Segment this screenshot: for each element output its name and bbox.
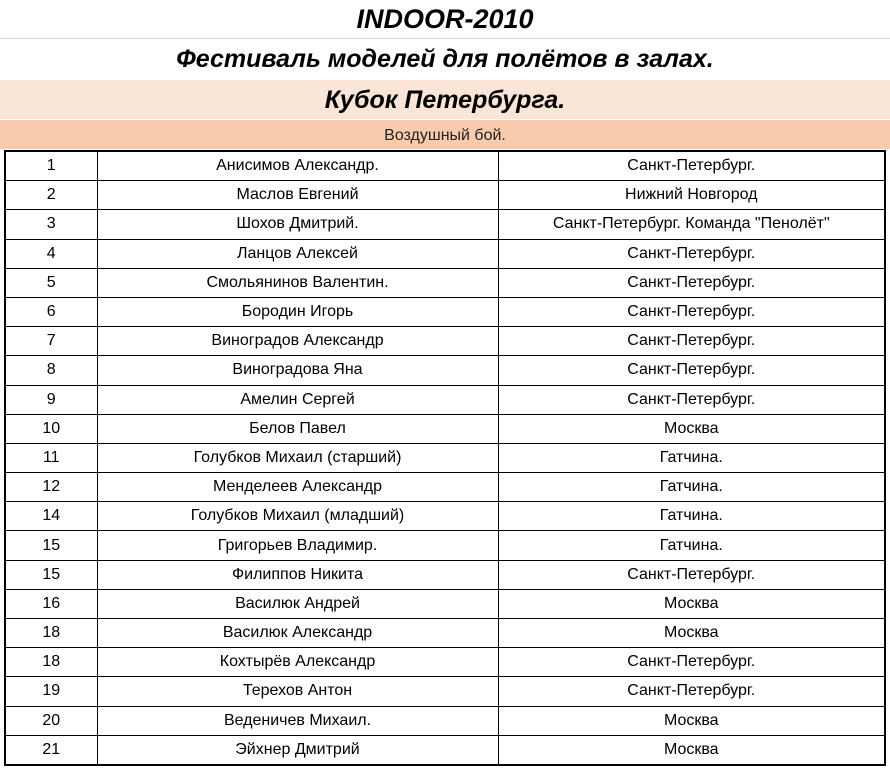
table-row xyxy=(5,151,885,181)
place-cell: 20 xyxy=(5,706,97,735)
name-cell: Шохов Дмитрий. xyxy=(97,210,498,239)
table-row xyxy=(5,210,885,239)
place-cell: 15 xyxy=(5,560,97,589)
place-cell: 6 xyxy=(5,297,97,326)
name-cell: Кохтырёв Александр xyxy=(97,648,498,677)
table-row xyxy=(5,414,885,443)
table-row xyxy=(5,473,885,502)
table-row xyxy=(5,327,885,356)
city-cell: Москва xyxy=(498,619,885,648)
name-cell: Белов Павел xyxy=(97,414,498,443)
city-cell: Гатчина. xyxy=(498,443,885,472)
table-row xyxy=(5,181,885,210)
city-cell: Москва xyxy=(498,589,885,618)
city-cell: Санкт-Петербург. xyxy=(498,648,885,677)
table-row xyxy=(5,385,885,414)
place-cell: 18 xyxy=(5,619,97,648)
place-cell: 16 xyxy=(5,589,97,618)
place-cell: 19 xyxy=(5,677,97,706)
name-cell: Василюк Андрей xyxy=(97,589,498,618)
name-cell: Эйхнер Дмитрий xyxy=(97,735,498,765)
city-cell: Гатчина. xyxy=(498,531,885,560)
name-cell: Веденичев Михаил. xyxy=(97,706,498,735)
city-cell: Санкт-Петербург. Команда "Пенолёт" xyxy=(498,210,885,239)
table-row xyxy=(5,619,885,648)
table-row xyxy=(5,502,885,531)
cup-title: Кубок Петербурга. xyxy=(0,80,890,119)
table-row xyxy=(5,706,885,735)
table-row xyxy=(5,735,885,765)
place-cell: 10 xyxy=(5,414,97,443)
table-row xyxy=(5,648,885,677)
festival-subtitle: Фестиваль моделей для полётов в залах. xyxy=(176,45,714,73)
document-title: INDOOR-2010 xyxy=(0,0,890,39)
name-cell: Голубков Михаил (старший) xyxy=(97,443,498,472)
place-cell: 8 xyxy=(5,356,97,385)
name-cell: Терехов Антон xyxy=(97,677,498,706)
city-cell: Москва xyxy=(498,414,885,443)
name-cell: Григорьев Владимир. xyxy=(97,531,498,560)
table-row xyxy=(5,268,885,297)
name-cell: Амелин Сергей xyxy=(97,385,498,414)
city-cell: Санкт-Петербург. xyxy=(498,385,885,414)
place-cell: 9 xyxy=(5,385,97,414)
city-cell: Санкт-Петербург. xyxy=(498,356,885,385)
city-cell: Санкт-Петербург. xyxy=(498,560,885,589)
table-row xyxy=(5,589,885,618)
table-row xyxy=(5,443,885,472)
name-cell: Смольянинов Валентин. xyxy=(97,268,498,297)
place-cell: 2 xyxy=(5,181,97,210)
name-cell: Маслов Евгений xyxy=(97,181,498,210)
name-cell: Голубков Михаил (младший) xyxy=(97,502,498,531)
name-cell: Анисимов Александр. xyxy=(97,151,498,181)
name-cell: Виноградова Яна xyxy=(97,356,498,385)
place-cell: 7 xyxy=(5,327,97,356)
name-cell: Филиппов Никита xyxy=(97,560,498,589)
place-cell: 15 xyxy=(5,531,97,560)
table-row xyxy=(5,531,885,560)
place-cell: 1 xyxy=(5,151,97,181)
city-cell: Санкт-Петербург. xyxy=(498,151,885,181)
city-cell: Санкт-Петербург. xyxy=(498,677,885,706)
city-cell: Москва xyxy=(498,706,885,735)
city-cell: Гатчина. xyxy=(498,502,885,531)
city-cell: Санкт-Петербург. xyxy=(498,268,885,297)
city-cell: Санкт-Петербург. xyxy=(498,327,885,356)
city-cell: Санкт-Петербург. xyxy=(498,297,885,326)
name-cell: Менделеев Александр xyxy=(97,473,498,502)
results-table xyxy=(4,150,886,766)
place-cell: 12 xyxy=(5,473,97,502)
city-cell: Гатчина. xyxy=(498,473,885,502)
table-row xyxy=(5,239,885,268)
table-row xyxy=(5,297,885,326)
table-row xyxy=(5,560,885,589)
city-cell: Москва xyxy=(498,735,885,765)
place-cell: 21 xyxy=(5,735,97,765)
table-row xyxy=(5,356,885,385)
name-cell: Василюк Александр xyxy=(97,619,498,648)
category-label: Воздушный бой. xyxy=(0,120,890,149)
place-cell: 14 xyxy=(5,502,97,531)
place-cell: 3 xyxy=(5,210,97,239)
city-cell: Санкт-Петербург. xyxy=(498,239,885,268)
place-cell: 5 xyxy=(5,268,97,297)
name-cell: Виноградов Александр xyxy=(97,327,498,356)
place-cell: 18 xyxy=(5,648,97,677)
name-cell: Бородин Игорь xyxy=(97,297,498,326)
table-row xyxy=(5,677,885,706)
place-cell: 11 xyxy=(5,443,97,472)
place-cell: 4 xyxy=(5,239,97,268)
name-cell: Ланцов Алексей xyxy=(97,239,498,268)
city-cell: Нижний Новгород xyxy=(498,181,885,210)
